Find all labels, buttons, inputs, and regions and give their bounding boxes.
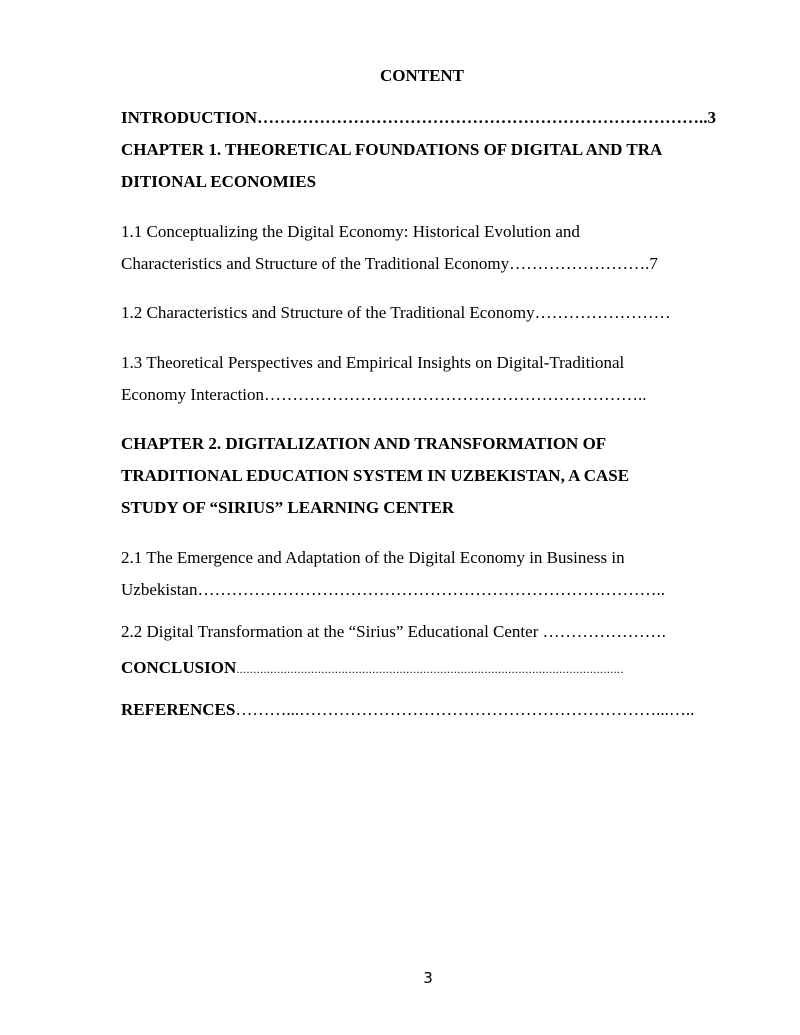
toc-chapter-2-heading-line-1: CHAPTER 2. DIGITALIZATION AND TRANSFORMATION OF [121,434,607,453]
toc-section-1-3-line-2: Economy Interaction………………………………………………………….. [121,385,647,404]
toc-introduction: INTRODUCTION……………………………………………………………………..3 [121,108,717,127]
toc-section-1-1-line-1: 1.1 Conceptualizing the Digital Economy: Historical Evolution and [121,222,580,241]
toc-references-leader: ………...………………………………………………………...….. [235,700,695,719]
toc-chapter-1-heading-line-1: CHAPTER 1. THEORETICAL FOUNDATIONS OF DIGITAL AND TRA [121,140,663,159]
toc-section-2-2: 2.2 Digital Transformation at the “Sirius” Educational Center …………………. [121,622,666,641]
toc-conclusion-label: CONCLUSION [121,658,237,677]
page-title: CONTENT [379,66,465,85]
toc-section-2-1-line-1: 2.1 The Emergence and Adaptation of the Digital Economy in Business in [121,548,625,567]
toc-conclusion [121,656,624,681]
toc-references [121,698,694,722]
toc-chapter-1-heading-line-2: DITIONAL ECONOMIES [121,172,317,191]
toc-section-1-3-line-1: 1.3 Theoretical Perspectives and Empirical Insights on Digital-Traditional [121,353,625,372]
toc-chapter-2-heading-line-3: STUDY OF “SIRIUS” LEARNING CENTER [121,498,455,517]
toc-section-2-1-line-2: Uzbekistan……………………………………………………………………….. [121,580,665,599]
toc-references-label: REFERENCES [121,700,236,719]
toc-section-1-1-line-2: Characteristics and Structure of the Traditional Economy…………………….7 [121,254,658,273]
page-number: 3 [423,969,433,987]
toc-section-1-2: 1.2 Characteristics and Structure of the Traditional Economy…………………… [121,303,671,322]
toc-conclusion-leader: .................................................................................................................. [236,662,624,676]
toc-chapter-2-heading-line-2: TRADITIONAL EDUCATION SYSTEM IN UZBEKISTAN, A CASE [121,466,630,485]
